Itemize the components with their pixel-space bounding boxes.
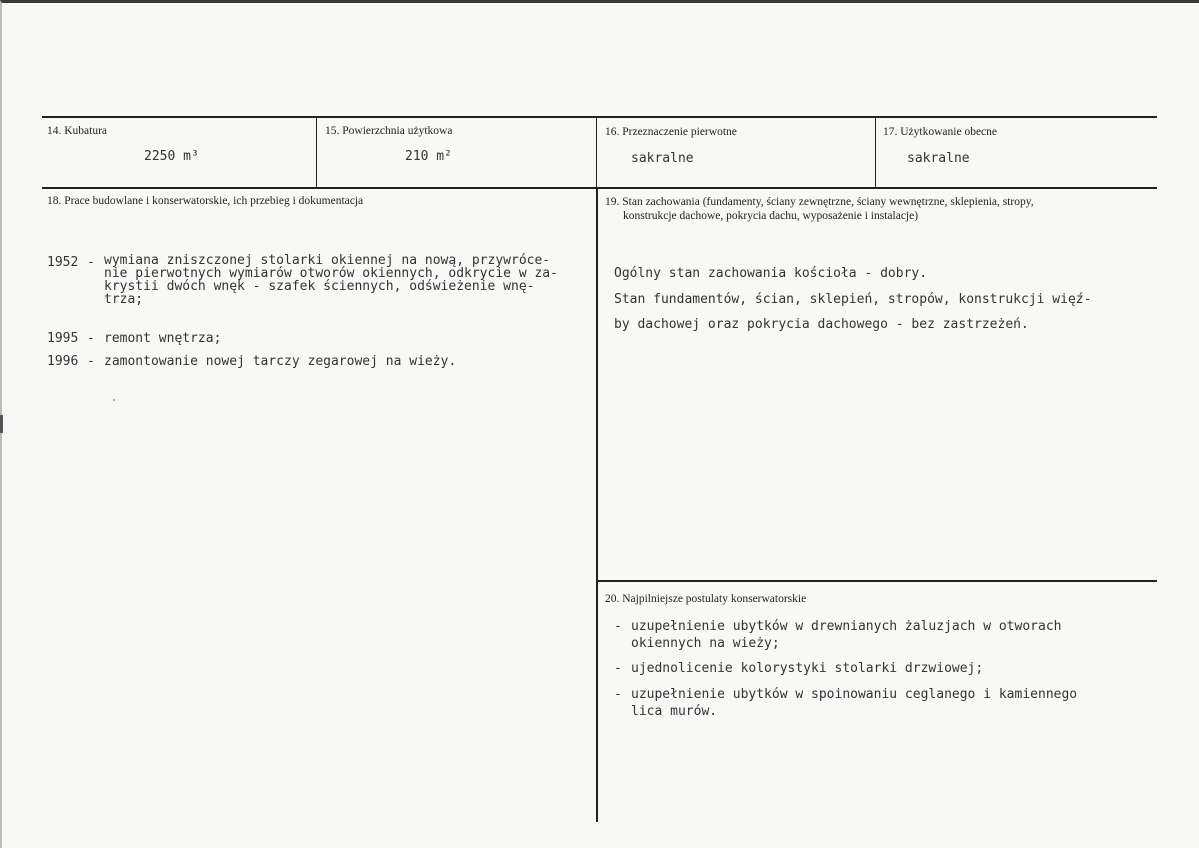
entry-dash: - [87, 354, 95, 369]
entry-text: zamontowanie nowej tarczy zegarowej na wieży. [104, 354, 457, 369]
condition-line-2: Stan fundamentów, ścian, sklepień, stropów, konstrukcji więź- [614, 292, 1092, 307]
postulate-item [614, 686, 1154, 720]
entry-year: 1952 [47, 255, 79, 270]
condition-line-3: by dachowej oraz pokrycia dachowego - bez zastrzeżeń. [614, 317, 1029, 332]
binder-mark [0, 415, 3, 433]
entry-dash: - [87, 331, 95, 346]
postulate-text: ujednolicenie kolorystyki stolarki drzwiowej; [631, 661, 984, 676]
main-column-divider [596, 187, 598, 822]
postulate-dash: - [614, 687, 622, 702]
field-15-label: 15. Powierzchnia użytkowa [325, 125, 453, 137]
divider-14-15 [316, 116, 317, 188]
postulate-item [614, 660, 1154, 677]
section-19-label-line-1: 19. Stan zachowania (fundamenty, ściany zewnętrzne, ściany wewnętrzne, sklepienia, stropy, [605, 196, 1034, 208]
condition-line-1: Ogólny stan zachowania kościoła - dobry. [614, 266, 928, 281]
section-19-label-line-2: konstrukcje dachowe, pokrycia dachu, wyposażenie i instalacje) [623, 210, 919, 222]
top-rule [42, 116, 1157, 118]
entry-text: remont wnętrza; [104, 331, 222, 346]
work-entry-1995 [47, 330, 592, 347]
entry-year: 1995 [47, 331, 79, 346]
entry-text: wymiana zniszczonej stolarki okiennej na nową, przywróce- nie pierwotnych wymiarów otworów okiennych, odkrycie w za- krystii dwóch wnęk - szafek ściennych, odświeżenie wnę- trza; [104, 253, 558, 307]
section-20-label: 20. Najpilniejsze postulaty konserwatorskie [605, 593, 807, 605]
field-17-value: sakralne [907, 151, 970, 166]
field-17-label: 17. Użytkowanie obecne [883, 126, 998, 138]
field-14-label: 14. Kubatura [47, 125, 108, 137]
entry-year: 1996 [47, 354, 79, 369]
section-20-top-rule [596, 580, 1157, 582]
postulate-dash: - [614, 661, 622, 676]
postulate-text: uzupełnienie ubytków w spoinowaniu ceglanego i kamiennego lica murów. [631, 687, 1078, 719]
postulate-item [614, 618, 1154, 652]
field-16-label: 16. Przeznaczenie pierwotne [605, 126, 737, 138]
field-16-value: sakralne [631, 151, 694, 166]
postulate-text: uzupełnienie ubytków w drewnianych żaluzjach w otworach okiennych na wieży; [631, 619, 1062, 651]
divider-16-17 [875, 116, 876, 188]
field-15-value: 210 m² [405, 149, 452, 164]
paper-speck [113, 399, 115, 401]
field-14-value: 2250 m³ [144, 149, 199, 164]
work-entry-1996 [47, 353, 592, 370]
section-18-label: 18. Prace budowlane i konserwatorskie, ich przebieg i dokumentacja [47, 195, 364, 207]
divider-15-16 [596, 116, 597, 188]
entry-dash: - [87, 255, 95, 270]
postulate-dash: - [614, 619, 622, 634]
row1-bottom-rule [42, 187, 1157, 189]
work-entry-1952 [47, 254, 592, 314]
